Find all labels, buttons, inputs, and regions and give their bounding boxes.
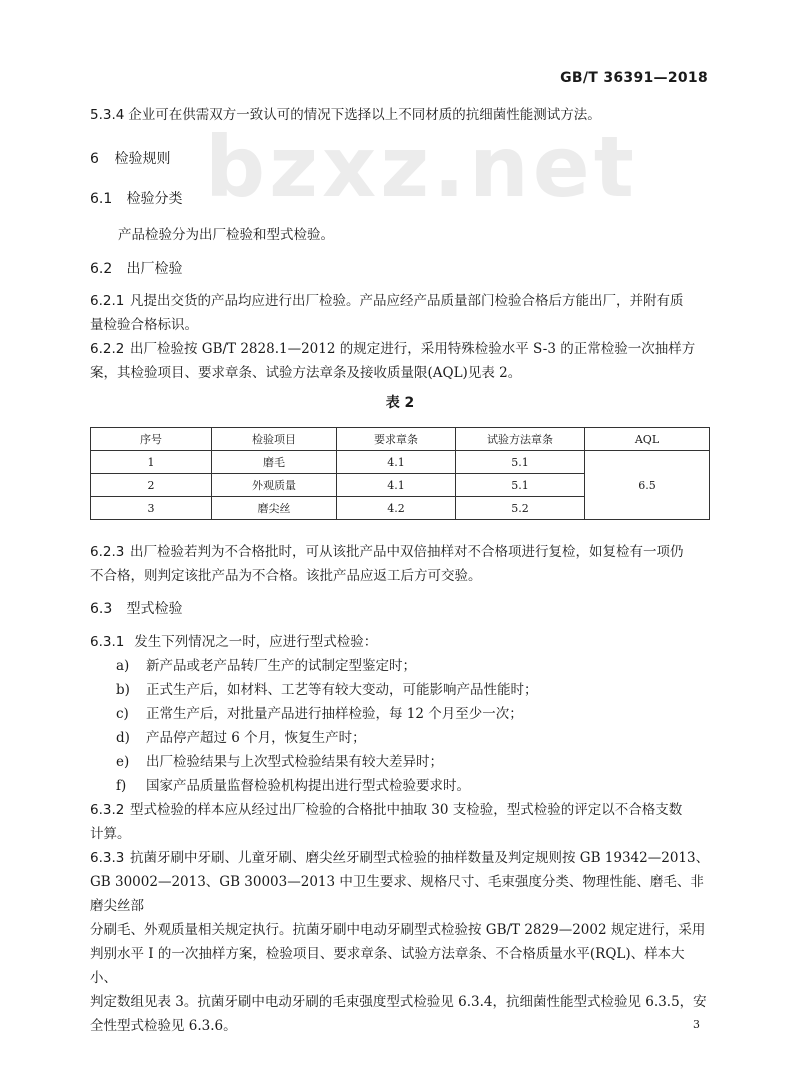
header-cell: AQL bbox=[585, 428, 710, 451]
clause-number: 5.3.4 bbox=[90, 107, 125, 123]
clause-text: 出厂检验按 GB/T 2828.1—2012 的规定进行，采用特殊检验水平 S-3 的正常检验一次抽样方 bbox=[130, 341, 696, 357]
list-item-a bbox=[116, 654, 716, 678]
section-6-2-heading bbox=[90, 257, 710, 281]
table-cell: 5.1 bbox=[456, 451, 585, 474]
section-6-3-heading bbox=[90, 597, 710, 621]
clause-line bbox=[90, 798, 710, 822]
section-number: 6 bbox=[90, 151, 99, 167]
clause-6-2-2 bbox=[90, 337, 710, 385]
table-header-row bbox=[91, 428, 710, 451]
clause-line: 分刷毛、外观质量相关规定执行。抗菌牙刷中电动牙刷型式检验按 GB/T 2829—2002 规定进行，采用 bbox=[90, 922, 706, 938]
table-caption: 表 2 bbox=[385, 395, 415, 411]
header-cell: 检验项目 bbox=[212, 428, 337, 451]
section-number: 6.3 bbox=[90, 601, 113, 617]
clause-number: 6.2.1 bbox=[90, 293, 125, 309]
list-item-b bbox=[116, 678, 716, 702]
list-item-c bbox=[116, 702, 716, 726]
clause-line: 计算。 bbox=[90, 826, 131, 842]
section-number: 6.2 bbox=[90, 261, 113, 277]
clause-text: 企业可在供需双方一致认可的情况下选择以上不同材质的抗细菌性能测试方法。 bbox=[128, 107, 601, 123]
header-cell: 试验方法章条 bbox=[456, 428, 585, 451]
table-row bbox=[91, 451, 710, 474]
watermark: bzxz.net bbox=[205, 118, 638, 216]
table-cell: 磨毛 bbox=[212, 451, 337, 474]
clause-line bbox=[90, 846, 710, 870]
list-item-e bbox=[116, 750, 716, 774]
clause-5-3-4 bbox=[90, 103, 710, 127]
clause-number: 6.3.3 bbox=[90, 850, 125, 866]
clause-text: 凡提出交货的产品均应进行出厂检验。产品应经产品质量部门检验合格后方能出厂，并附有质 bbox=[130, 293, 684, 309]
table-cell: 3 bbox=[91, 497, 212, 520]
clause-text: 型式检验的样本应从经过出厂检验的合格批中抽取 30 支检验，型式检验的评定以不合格支数 bbox=[130, 802, 683, 818]
list-text: 国家产品质量监督检验机构提出进行型式检验要求时。 bbox=[146, 778, 470, 794]
list-item-f bbox=[116, 774, 716, 798]
list-marker: e) bbox=[116, 754, 130, 770]
list-text: 新产品或老产品转厂生产的试制定型鉴定时； bbox=[146, 658, 416, 674]
clause-number: 6.3.1 bbox=[90, 634, 125, 650]
list-marker: b) bbox=[116, 682, 130, 698]
list-item-d bbox=[116, 726, 716, 750]
inspection-table bbox=[90, 427, 710, 520]
list-marker: d) bbox=[116, 730, 130, 746]
section-number: 6.1 bbox=[90, 191, 113, 207]
clause-line: GB 30002—2013、GB 30003—2013 中卫生要求、规格尺寸、毛束强度分类、物理性能、磨毛、非磨尖丝部 bbox=[90, 874, 704, 914]
clause-line bbox=[90, 337, 710, 361]
clause-number: 6.2.2 bbox=[90, 341, 125, 357]
aql-cell: 6.5 bbox=[585, 451, 710, 520]
section-title: 检验分类 bbox=[126, 191, 183, 207]
clause-text: 发生下列情况之一时，应进行型式检验： bbox=[134, 634, 378, 650]
clause-text: 出厂检验若判为不合格批时，可从该批产品中双倍抽样对不合格项进行复检，如复检有一项仍 bbox=[130, 544, 684, 560]
clause-line bbox=[90, 540, 710, 564]
section-title: 型式检验 bbox=[126, 601, 183, 617]
clause-line: 案，其检验项目、要求章条、试验方法章条及接收质量限(AQL)见表 2。 bbox=[90, 365, 522, 381]
list-text: 产品停产超过 6 个月，恢复生产时； bbox=[146, 730, 366, 746]
table-cell: 5.1 bbox=[456, 474, 585, 497]
clause-number: 6.3.2 bbox=[90, 802, 125, 818]
section-title: 出厂检验 bbox=[126, 261, 183, 277]
section-6-1-heading bbox=[90, 187, 710, 211]
table-cell: 1 bbox=[91, 451, 212, 474]
table-cell: 5.2 bbox=[456, 497, 585, 520]
table-cell: 2 bbox=[91, 474, 212, 497]
list-text: 正式生产后，如材料、工艺等有较大变动，可能影响产品性能时； bbox=[146, 682, 538, 698]
paragraph-6-1: 产品检验分为出厂检验和型式检验。 bbox=[118, 227, 334, 243]
list-text: 正常生产后，对批量产品进行抽样检验，每 12 个月至少一次； bbox=[146, 706, 523, 722]
list-marker: f) bbox=[116, 778, 127, 794]
section-6-heading bbox=[90, 147, 710, 171]
table-cell: 4.2 bbox=[337, 497, 456, 520]
clause-6-3-1 bbox=[90, 630, 710, 654]
clause-line bbox=[90, 289, 710, 313]
list-text: 出厂检验结果与上次型式检验结果有较大差异时； bbox=[146, 754, 443, 770]
header-cell: 要求章条 bbox=[337, 428, 456, 451]
clause-6-2-1 bbox=[90, 289, 710, 337]
page-number: 3 bbox=[693, 1018, 700, 1031]
clause-line: 判别水平 Ⅰ 的一次抽样方案，检验项目、要求章条、试验方法章条、不合格质量水平(RQL)、样本大小、 bbox=[90, 946, 685, 986]
clause-line: 量检验合格标识。 bbox=[90, 317, 198, 333]
header-cell: 序号 bbox=[91, 428, 212, 451]
clause-line: 全性型式检验见 6.3.6。 bbox=[90, 1018, 237, 1034]
list-marker: a) bbox=[116, 658, 130, 674]
list-marker: c) bbox=[116, 706, 129, 722]
section-title: 检验规则 bbox=[114, 151, 171, 167]
clause-line: 判定数组见表 3。抗菌牙刷中电动牙刷的毛束强度型式检验见 6.3.4，抗细菌性能型式检验见 6.3.5，安 bbox=[90, 994, 707, 1010]
table-cell: 4.1 bbox=[337, 474, 456, 497]
clause-number: 6.2.3 bbox=[90, 544, 125, 560]
standard-code: GB/T 36391—2018 bbox=[560, 70, 708, 86]
clause-6-3-2 bbox=[90, 798, 710, 846]
table-cell: 4.1 bbox=[337, 451, 456, 474]
clause-line: 不合格，则判定该批产品为不合格。该批产品应返工后方可交验。 bbox=[90, 568, 482, 584]
table-cell: 外观质量 bbox=[212, 474, 337, 497]
clause-text: 抗菌牙刷中牙刷、儿童牙刷、磨尖丝牙刷型式检验的抽样数量及判定规则按 GB 19342—2013、 bbox=[130, 850, 710, 866]
clause-6-2-3 bbox=[90, 540, 710, 588]
table-cell: 磨尖丝 bbox=[212, 497, 337, 520]
clause-6-3-3 bbox=[90, 846, 710, 1038]
